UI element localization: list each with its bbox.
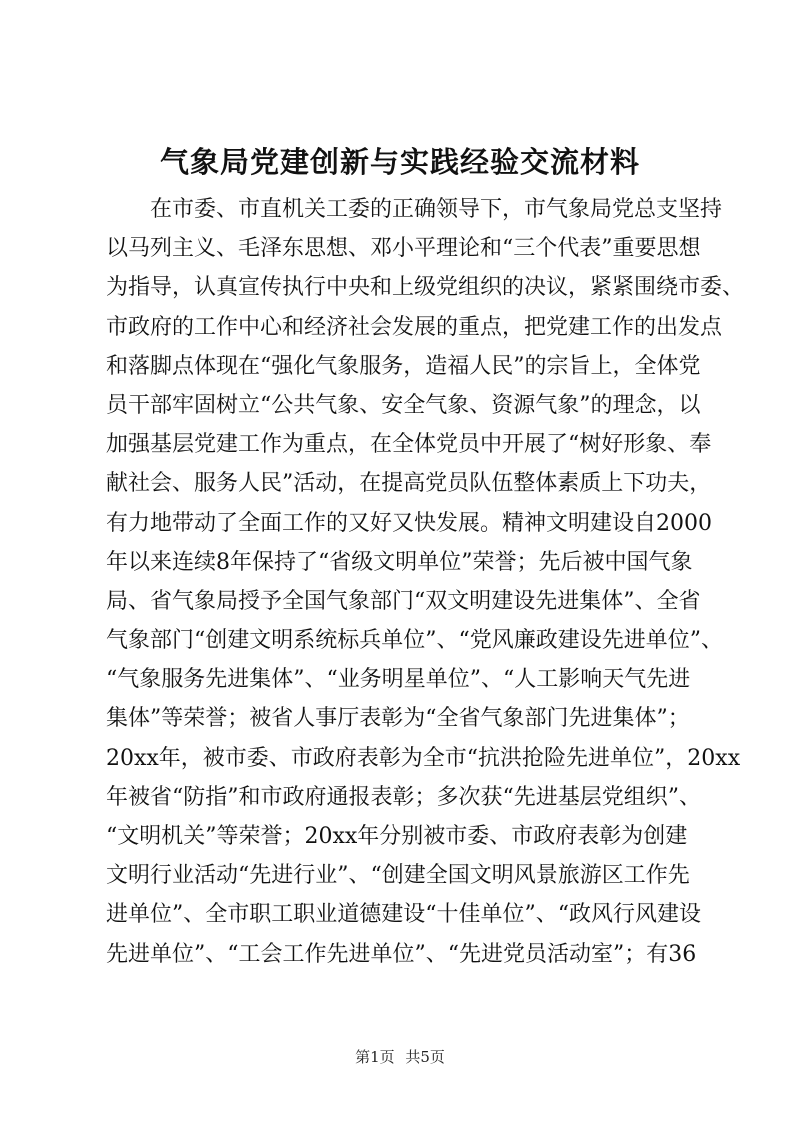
body-line: 年被省“防指”和市政府通报表彰；多次获“先进基层党组织”、 xyxy=(106,784,701,810)
page-number: 第1页 xyxy=(355,1048,395,1066)
page-total: 共5页 xyxy=(405,1048,445,1066)
body-line: 献社会、服务人民”活动，在提高党员队伍整体素质上下功夫， xyxy=(106,471,712,497)
body-line: 和落脚点体现在“强化气象服务，造福人民”的宗旨上，全体党 xyxy=(106,353,701,379)
body-line: 加强基层党建工作为重点，在全体党员中开展了“树好形象、奉 xyxy=(106,432,712,458)
document-body xyxy=(106,190,745,974)
page-footer xyxy=(0,1047,800,1067)
body-line: 20xx年，被市委、市政府表彰为全市“抗洪抢险先进单位”，20xx xyxy=(106,745,741,771)
body-line: 局、省气象局授予全国气象部门“双文明建设先进集体”、全省 xyxy=(106,588,701,614)
body-line: 气象部门“创建文明系统标兵单位”、“党风廉政建设先进单位”、 xyxy=(106,628,723,654)
body-line: 年以来连续8年保持了“省级文明单位”荣誉；先后被中国气象 xyxy=(106,549,693,575)
body-line: 文明行业活动“先进行业”、“创建全国文明风景旅游区工作先 xyxy=(106,863,690,889)
body-line: 先进单位”、“工会工作先进单位”、“先进党员活动室”；有36 xyxy=(106,941,697,967)
document-title: 气象局党建创新与实践经验交流材料 xyxy=(159,145,640,179)
body-line: “文明机关”等荣誉；20xx年分别被市委、市政府表彰为创建 xyxy=(106,824,688,849)
body-line: 为指导，认真宣传执行中央和上级党组织的决议，紧紧围绕市委、 xyxy=(106,275,745,301)
body-line: 员干部牢固树立“公共气象、安全气象、资源气象”的理念，以 xyxy=(106,392,701,418)
body-line: 有力地带动了全面工作的又好又快发展。精神文明建设自2000 xyxy=(106,510,712,536)
body-line: 以马列主义、毛泽东思想、邓小平理论和“三个代表”重要思想 xyxy=(106,236,701,262)
body-line: 在市委、市直机关工委的正确领导下，市气象局党总支坚持 xyxy=(150,197,723,222)
body-line: 进单位”、全市职工职业道德建设“十佳单位”、“政风行风建设 xyxy=(106,902,701,928)
body-line: 集体”等荣誉；被省人事厅表彰为“全省气象部门先进集体”； xyxy=(106,706,690,732)
body-line: 市政府的工作中心和经济社会发展的重点，把党建工作的出发点 xyxy=(106,314,723,340)
body-line: “气象服务先进集体”、“业务明星单位”、“人工影响天气先进 xyxy=(106,667,691,693)
